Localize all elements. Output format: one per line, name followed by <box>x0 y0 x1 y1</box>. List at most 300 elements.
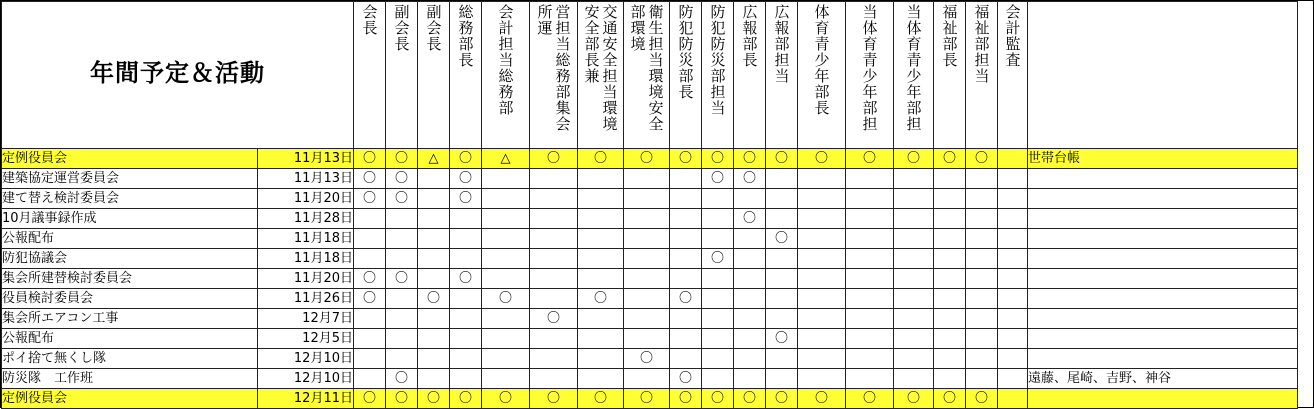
attendance-mark <box>966 289 998 309</box>
attendance-mark <box>798 289 846 309</box>
attendance-mark <box>998 169 1028 189</box>
attendance-mark <box>482 209 530 229</box>
attendance-mark <box>702 369 734 389</box>
attendance-mark <box>766 209 798 229</box>
attendance-mark <box>894 169 934 189</box>
table-row <box>2 209 1298 229</box>
role-label: 福祉部担当 <box>972 4 991 84</box>
attendance-mark <box>578 329 624 349</box>
attendance-mark <box>578 309 624 329</box>
role-header-6 <box>530 2 578 149</box>
attendance-mark <box>482 329 530 349</box>
attendance-mark <box>530 189 578 209</box>
attendance-mark <box>418 249 450 269</box>
attendance-mark: 〇 <box>766 389 798 409</box>
attendance-mark <box>846 289 894 309</box>
role-header-17 <box>966 2 998 149</box>
attendance-mark <box>386 349 418 369</box>
attendance-mark <box>482 229 530 249</box>
event-name: 建築協定運営委員会 <box>2 169 258 189</box>
attendance-mark <box>482 169 530 189</box>
role-header-15 <box>894 2 934 149</box>
event-name: 定例役員会 <box>2 389 258 409</box>
event-name: 定例役員会 <box>2 149 258 169</box>
attendance-mark <box>670 169 702 189</box>
role-header-11 <box>734 2 766 149</box>
page-title: 年間予定＆活動 <box>90 58 265 87</box>
attendance-mark <box>766 249 798 269</box>
attendance-mark <box>766 169 798 189</box>
attendance-mark <box>846 189 894 209</box>
attendance-mark <box>578 349 624 369</box>
event-date: 11月28日 <box>258 209 354 229</box>
event-name: 集会所建替検討委員会 <box>2 269 258 289</box>
role-label: 会長 <box>360 4 379 36</box>
role-header-1 <box>354 2 386 149</box>
event-name: 防犯協議会 <box>2 249 258 269</box>
attendance-mark <box>966 369 998 389</box>
attendance-mark <box>354 349 386 369</box>
note-cell <box>1028 169 1298 189</box>
attendance-mark: 〇 <box>670 369 702 389</box>
attendance-mark: 〇 <box>418 389 450 409</box>
attendance-mark <box>670 249 702 269</box>
attendance-mark <box>530 229 578 249</box>
event-name: 役員検討委員会 <box>2 289 258 309</box>
attendance-mark: 〇 <box>482 289 530 309</box>
attendance-mark <box>578 269 624 289</box>
role-header-10 <box>702 2 734 149</box>
attendance-mark <box>702 329 734 349</box>
attendance-mark <box>966 189 998 209</box>
attendance-mark <box>386 249 418 269</box>
attendance-mark <box>418 329 450 349</box>
attendance-mark: 〇 <box>450 169 482 189</box>
attendance-mark: △ <box>482 149 530 169</box>
attendance-mark <box>702 269 734 289</box>
attendance-mark <box>702 289 734 309</box>
attendance-mark <box>624 169 670 189</box>
attendance-mark <box>766 309 798 329</box>
table-row <box>2 309 1298 329</box>
attendance-mark <box>670 189 702 209</box>
attendance-mark <box>766 189 798 209</box>
attendance-mark <box>798 329 846 349</box>
attendance-mark: 〇 <box>846 389 894 409</box>
event-name: 公報配布 <box>2 229 258 249</box>
attendance-mark: 〇 <box>386 269 418 289</box>
attendance-mark <box>998 229 1028 249</box>
attendance-mark <box>418 209 450 229</box>
attendance-mark <box>624 289 670 309</box>
attendance-mark <box>894 329 934 349</box>
attendance-mark <box>418 169 450 189</box>
role-header-9 <box>670 2 702 149</box>
attendance-mark: 〇 <box>766 329 798 349</box>
attendance-mark <box>734 269 766 289</box>
event-date: 11月20日 <box>258 269 354 289</box>
attendance-mark: 〇 <box>670 149 702 169</box>
attendance-mark <box>624 189 670 209</box>
attendance-mark <box>734 349 766 369</box>
attendance-mark: 〇 <box>530 389 578 409</box>
attendance-mark <box>894 229 934 249</box>
attendance-mark <box>998 209 1028 229</box>
note-cell <box>1028 189 1298 209</box>
attendance-mark <box>766 349 798 369</box>
attendance-mark <box>934 309 966 329</box>
note-cell <box>1028 309 1298 329</box>
attendance-mark <box>734 249 766 269</box>
attendance-mark: 〇 <box>450 269 482 289</box>
event-date: 11月18日 <box>258 229 354 249</box>
attendance-mark <box>798 169 846 189</box>
attendance-mark: 〇 <box>894 149 934 169</box>
attendance-mark <box>530 249 578 269</box>
attendance-mark <box>702 229 734 249</box>
event-name: 建て替え検討委員会 <box>2 189 258 209</box>
table-row <box>2 249 1298 269</box>
attendance-mark <box>578 249 624 269</box>
attendance-mark <box>934 209 966 229</box>
attendance-mark <box>934 269 966 289</box>
attendance-mark <box>846 269 894 289</box>
attendance-mark <box>798 309 846 329</box>
attendance-mark <box>624 249 670 269</box>
attendance-mark <box>482 369 530 389</box>
attendance-mark <box>798 349 846 369</box>
attendance-mark <box>670 329 702 349</box>
attendance-mark <box>934 229 966 249</box>
event-date: 12月10日 <box>258 369 354 389</box>
attendance-mark: 〇 <box>624 349 670 369</box>
attendance-mark: 〇 <box>354 169 386 189</box>
attendance-mark <box>578 229 624 249</box>
event-name: 公報配布 <box>2 329 258 349</box>
attendance-mark <box>998 149 1028 169</box>
attendance-mark <box>450 329 482 349</box>
role-header-2 <box>386 2 418 149</box>
role-header-3 <box>418 2 450 149</box>
note-cell <box>1028 349 1298 369</box>
attendance-mark <box>934 289 966 309</box>
role-label: 福祉部長 <box>940 4 959 68</box>
attendance-mark <box>998 369 1028 389</box>
role-header-16 <box>934 2 966 149</box>
role-label: 防犯防災部担当 <box>708 4 727 116</box>
event-name: 10月議事録作成 <box>2 209 258 229</box>
table-row <box>2 369 1298 389</box>
role-label: 総務部長 <box>456 4 475 68</box>
attendance-mark <box>934 369 966 389</box>
attendance-mark <box>894 289 934 309</box>
attendance-mark: 〇 <box>734 149 766 169</box>
attendance-mark <box>894 249 934 269</box>
attendance-mark: 〇 <box>702 389 734 409</box>
attendance-mark: 〇 <box>354 389 386 409</box>
header-row <box>2 2 1298 149</box>
attendance-mark: 〇 <box>934 149 966 169</box>
attendance-mark <box>450 309 482 329</box>
attendance-mark <box>894 189 934 209</box>
attendance-mark <box>386 309 418 329</box>
event-date: 11月13日 <box>258 149 354 169</box>
attendance-mark <box>734 369 766 389</box>
role-header-12 <box>766 2 798 149</box>
attendance-mark <box>624 269 670 289</box>
table-row <box>2 269 1298 289</box>
attendance-mark: 〇 <box>702 169 734 189</box>
attendance-mark: 〇 <box>450 189 482 209</box>
attendance-mark <box>998 269 1028 289</box>
attendance-mark <box>670 309 702 329</box>
attendance-mark <box>702 309 734 329</box>
attendance-mark <box>354 249 386 269</box>
attendance-mark <box>530 289 578 309</box>
table-row <box>2 189 1298 209</box>
table-row <box>2 149 1298 169</box>
attendance-mark <box>418 309 450 329</box>
attendance-mark <box>702 189 734 209</box>
attendance-mark <box>578 369 624 389</box>
attendance-mark: 〇 <box>734 169 766 189</box>
attendance-mark <box>966 329 998 349</box>
attendance-mark: 〇 <box>578 149 624 169</box>
attendance-mark <box>482 309 530 329</box>
attendance-mark <box>966 269 998 289</box>
attendance-mark: 〇 <box>578 389 624 409</box>
attendance-mark: △ <box>418 149 450 169</box>
attendance-mark <box>578 209 624 229</box>
attendance-mark <box>846 369 894 389</box>
attendance-mark <box>798 269 846 289</box>
attendance-mark <box>450 289 482 309</box>
attendance-mark <box>386 329 418 349</box>
attendance-mark: 〇 <box>798 389 846 409</box>
role-label: 体育青少年部長 <box>812 4 831 116</box>
table-row <box>2 169 1298 189</box>
attendance-mark <box>998 189 1028 209</box>
role-label: 会計監査 <box>1003 4 1022 68</box>
attendance-mark <box>846 329 894 349</box>
attendance-mark <box>450 349 482 369</box>
attendance-mark <box>998 329 1028 349</box>
attendance-mark <box>846 249 894 269</box>
attendance-mark: 〇 <box>894 389 934 409</box>
attendance-mark <box>530 169 578 189</box>
attendance-mark <box>998 249 1028 269</box>
attendance-mark <box>846 209 894 229</box>
attendance-mark: 〇 <box>798 149 846 169</box>
attendance-mark <box>670 269 702 289</box>
attendance-mark <box>998 349 1028 369</box>
attendance-mark <box>846 169 894 189</box>
attendance-mark <box>702 209 734 229</box>
role-label: 広報部長 <box>740 4 759 68</box>
role-label: 副会長 <box>392 4 411 52</box>
attendance-mark <box>386 289 418 309</box>
role-label: 副会長 <box>424 4 443 52</box>
attendance-mark <box>482 349 530 369</box>
notes-header <box>1028 2 1298 149</box>
attendance-mark: 〇 <box>530 309 578 329</box>
note-cell <box>1028 209 1298 229</box>
attendance-mark <box>798 189 846 209</box>
attendance-mark <box>354 209 386 229</box>
attendance-mark <box>966 309 998 329</box>
note-cell <box>1028 329 1298 349</box>
attendance-mark <box>530 329 578 349</box>
attendance-mark: 〇 <box>670 289 702 309</box>
attendance-mark <box>530 209 578 229</box>
attendance-mark: 〇 <box>482 389 530 409</box>
attendance-mark <box>998 289 1028 309</box>
attendance-mark: 〇 <box>386 149 418 169</box>
table-row <box>2 349 1298 369</box>
table-row <box>2 289 1298 309</box>
attendance-mark: 〇 <box>354 149 386 169</box>
role-header-5 <box>482 2 530 149</box>
attendance-mark: 〇 <box>846 149 894 169</box>
attendance-mark <box>386 229 418 249</box>
attendance-mark <box>734 229 766 249</box>
attendance-mark <box>578 169 624 189</box>
attendance-mark <box>450 209 482 229</box>
attendance-mark <box>354 229 386 249</box>
note-cell <box>1028 389 1298 409</box>
attendance-mark <box>530 369 578 389</box>
attendance-mark: 〇 <box>386 369 418 389</box>
role-label: 営担当総務部集会所運 <box>535 4 572 132</box>
attendance-mark <box>482 249 530 269</box>
role-label: 広報部担当 <box>772 4 791 84</box>
attendance-mark <box>450 229 482 249</box>
role-header-7 <box>578 2 624 149</box>
attendance-mark <box>670 229 702 249</box>
table-row <box>2 329 1298 349</box>
event-date: 12月10日 <box>258 349 354 369</box>
role-header-8 <box>624 2 670 149</box>
attendance-mark <box>894 349 934 369</box>
role-label: 衛生担当環境安全部環境 <box>628 4 665 132</box>
role-label: 会計担当総務部 <box>496 4 515 116</box>
event-name: 集会所エアコン工事 <box>2 309 258 329</box>
role-label: 当体育青少年部担 <box>860 4 879 132</box>
attendance-mark: 〇 <box>450 389 482 409</box>
attendance-mark <box>418 229 450 249</box>
attendance-mark <box>670 349 702 369</box>
attendance-mark: 〇 <box>966 389 998 409</box>
attendance-mark <box>966 169 998 189</box>
note-cell <box>1028 249 1298 269</box>
event-date: 12月5日 <box>258 329 354 349</box>
attendance-mark <box>578 189 624 209</box>
attendance-mark: 〇 <box>734 209 766 229</box>
attendance-mark: 〇 <box>702 249 734 269</box>
attendance-mark <box>846 229 894 249</box>
attendance-mark <box>734 309 766 329</box>
note-cell <box>1028 229 1298 249</box>
attendance-mark: 〇 <box>530 149 578 169</box>
attendance-mark <box>624 329 670 349</box>
event-date: 11月13日 <box>258 169 354 189</box>
event-date: 12月7日 <box>258 309 354 329</box>
attendance-mark: 〇 <box>386 169 418 189</box>
attendance-mark <box>354 329 386 349</box>
attendance-mark <box>530 269 578 289</box>
event-name: 防災隊 工作班 <box>2 369 258 389</box>
attendance-mark <box>798 209 846 229</box>
event-date: 11月18日 <box>258 249 354 269</box>
event-date: 11月26日 <box>258 289 354 309</box>
role-label: 当体育青少年部担 <box>904 4 923 132</box>
attendance-mark <box>624 209 670 229</box>
attendance-mark <box>530 349 578 369</box>
attendance-mark: 〇 <box>386 189 418 209</box>
attendance-mark: 〇 <box>450 149 482 169</box>
attendance-mark: 〇 <box>670 389 702 409</box>
attendance-mark <box>702 349 734 369</box>
attendance-mark <box>798 249 846 269</box>
attendance-mark <box>734 329 766 349</box>
event-date: 11月20日 <box>258 189 354 209</box>
attendance-mark <box>966 209 998 229</box>
attendance-mark <box>482 189 530 209</box>
attendance-mark: 〇 <box>354 189 386 209</box>
attendance-mark <box>934 329 966 349</box>
role-header-4 <box>450 2 482 149</box>
attendance-mark <box>998 309 1028 329</box>
attendance-mark: 〇 <box>354 289 386 309</box>
attendance-mark <box>482 269 530 289</box>
attendance-mark: 〇 <box>418 289 450 309</box>
attendance-mark <box>418 269 450 289</box>
attendance-mark <box>418 349 450 369</box>
attendance-mark: 〇 <box>386 389 418 409</box>
attendance-mark: 〇 <box>966 149 998 169</box>
role-header-13 <box>798 2 846 149</box>
title-cell <box>2 2 354 149</box>
attendance-mark: 〇 <box>934 389 966 409</box>
attendance-mark: 〇 <box>578 289 624 309</box>
attendance-mark <box>734 289 766 309</box>
role-header-18 <box>998 2 1028 149</box>
attendance-mark: 〇 <box>624 149 670 169</box>
attendance-mark: 〇 <box>766 149 798 169</box>
note-cell: 世帯台帳 <box>1028 149 1298 169</box>
attendance-mark <box>934 249 966 269</box>
attendance-mark <box>934 169 966 189</box>
attendance-mark <box>894 269 934 289</box>
schedule-table <box>1 1 1298 409</box>
attendance-mark <box>798 369 846 389</box>
table-row <box>2 389 1298 409</box>
note-cell: 遠藤、尾崎、吉野、神谷 <box>1028 369 1298 389</box>
event-date: 12月11日 <box>258 389 354 409</box>
attendance-mark <box>354 369 386 389</box>
attendance-mark: 〇 <box>766 229 798 249</box>
attendance-mark <box>846 349 894 369</box>
role-header-14 <box>846 2 894 149</box>
attendance-mark <box>354 309 386 329</box>
attendance-mark <box>998 389 1028 409</box>
table-row <box>2 229 1298 249</box>
attendance-mark <box>418 189 450 209</box>
attendance-mark <box>386 209 418 229</box>
attendance-mark <box>894 369 934 389</box>
attendance-mark <box>418 369 450 389</box>
attendance-mark <box>966 349 998 369</box>
